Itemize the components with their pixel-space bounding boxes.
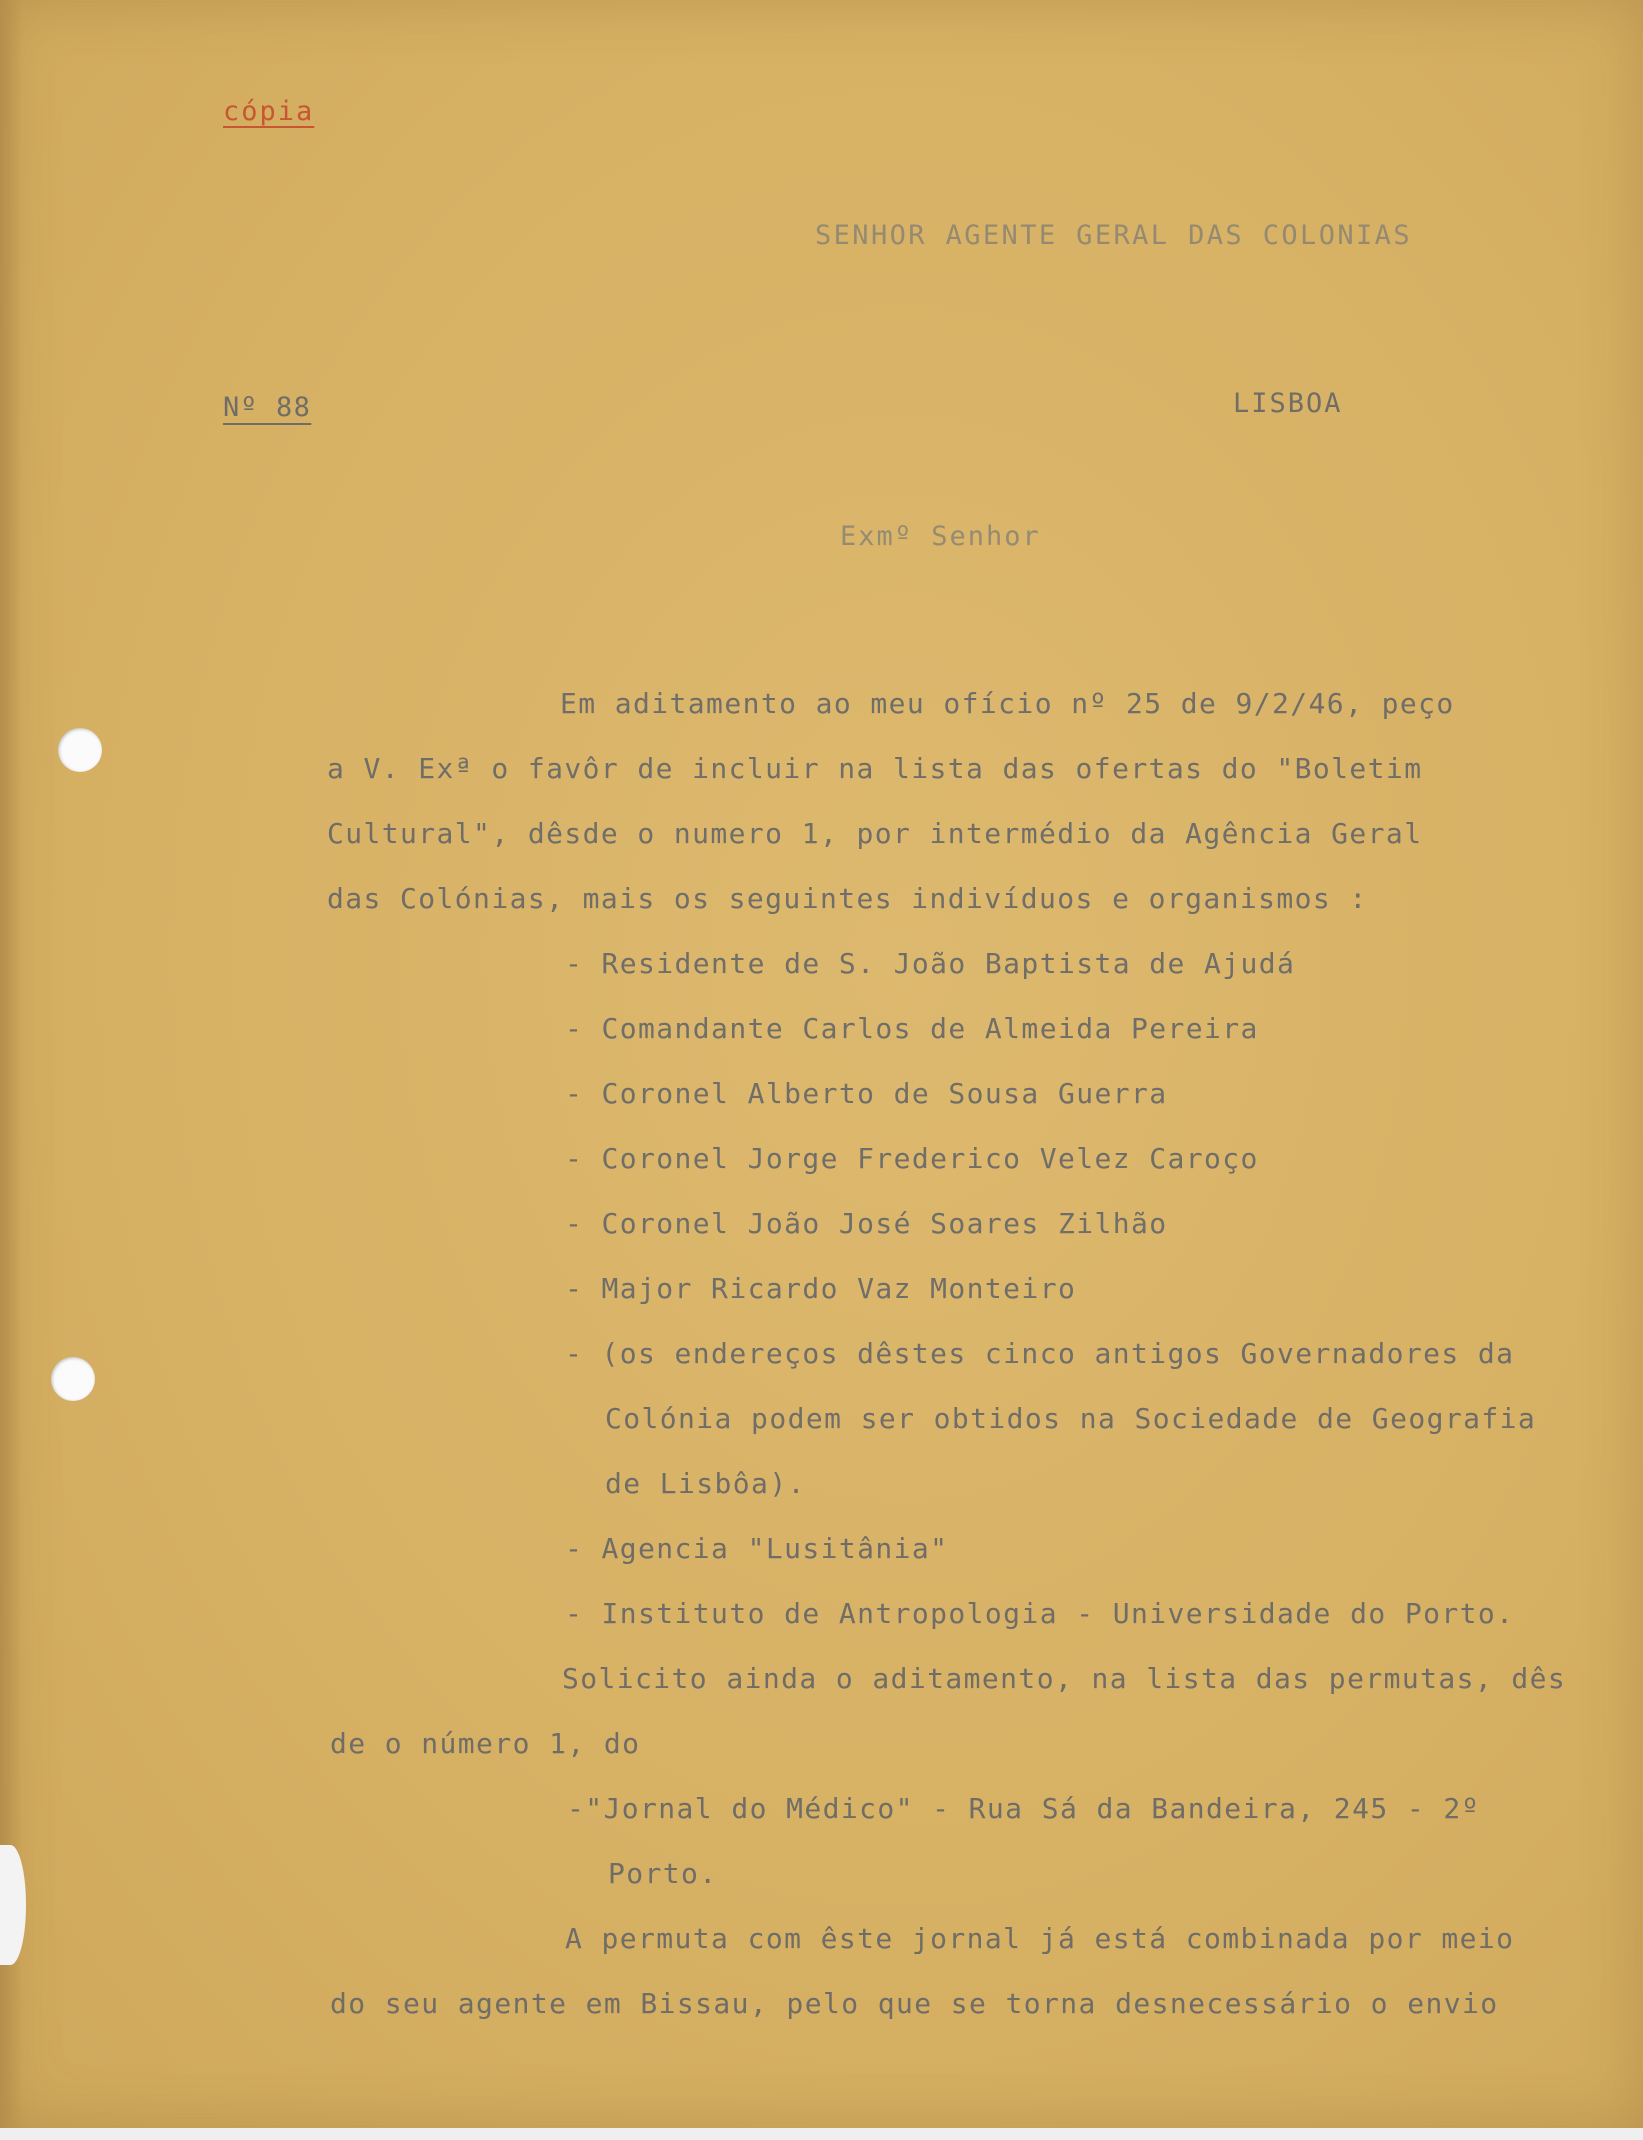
paragraph-2-line-1: Solicito ainda o aditamento, na lista das permutas, dês [562, 1662, 1567, 1695]
recipient-item: - Coronel Jorge Frederico Velez Caroço [565, 1142, 1259, 1175]
exchange-item-line-2: Porto. [608, 1857, 718, 1890]
organisation-item: - Instituto de Antropologia - Universidade do Porto. [565, 1597, 1515, 1630]
address-note-line-3: de Lisbôa). [605, 1467, 806, 1500]
salutation: Exmº Senhor [840, 521, 1041, 552]
exchange-item-line-1: -"Jornal do Médico" - Rua Sá da Bandeira, 245 - 2º [567, 1792, 1480, 1825]
recipient-item: - Major Ricardo Vaz Monteiro [565, 1272, 1077, 1305]
address-note-line-1: - (os endereços dêstes cinco antigos Governadores da [565, 1337, 1515, 1370]
reference-number: Nº 88 [223, 392, 312, 423]
recipient-item: - Comandante Carlos de Almeida Pereira [565, 1012, 1259, 1045]
paragraph-1-line-4: das Colónias, mais os seguintes indivíduos e organismos : [327, 882, 1368, 915]
paragraph-3-line-1: A permuta com êste jornal já está combinada por meio [565, 1922, 1515, 1955]
paper-edge-shadow [0, 0, 22, 2128]
paragraph-2-line-2: de o número 1, do [330, 1727, 641, 1760]
paragraph-3-line-2: do seu agente em Bissau, pelo que se torna desnecessário o envio [330, 1987, 1499, 2020]
paragraph-1-line-1: Em aditamento ao meu ofício nº 25 de 9/2/46, peço [560, 687, 1455, 720]
address-note-line-2: Colónia podem ser obtidos na Sociedade de Geografia [605, 1402, 1537, 1435]
punch-hole-top [58, 728, 102, 772]
organisation-item: - Agencia "Lusitânia" [565, 1532, 949, 1565]
recipient-item: - Coronel João José Soares Zilhão [565, 1207, 1168, 1240]
recipient-item: - Coronel Alberto de Sousa Guerra [565, 1077, 1168, 1110]
paragraph-1-line-3: Cultural", dêsde o numero 1, por intermédio da Agência Geral [327, 817, 1423, 850]
recipient-item: - Residente de S. João Baptista de Ajudá [565, 947, 1296, 980]
paper-tear [0, 1845, 26, 1965]
city-heading: LISBOA [1233, 388, 1343, 419]
copy-mark: cópia [223, 96, 315, 127]
paragraph-1-line-2: a V. Exª o favôr de incluir na lista das ofertas do "Boletim [327, 752, 1423, 785]
addressee-heading: SENHOR AGENTE GERAL DAS COLONIAS [815, 220, 1412, 251]
punch-hole-bottom [51, 1357, 95, 1401]
